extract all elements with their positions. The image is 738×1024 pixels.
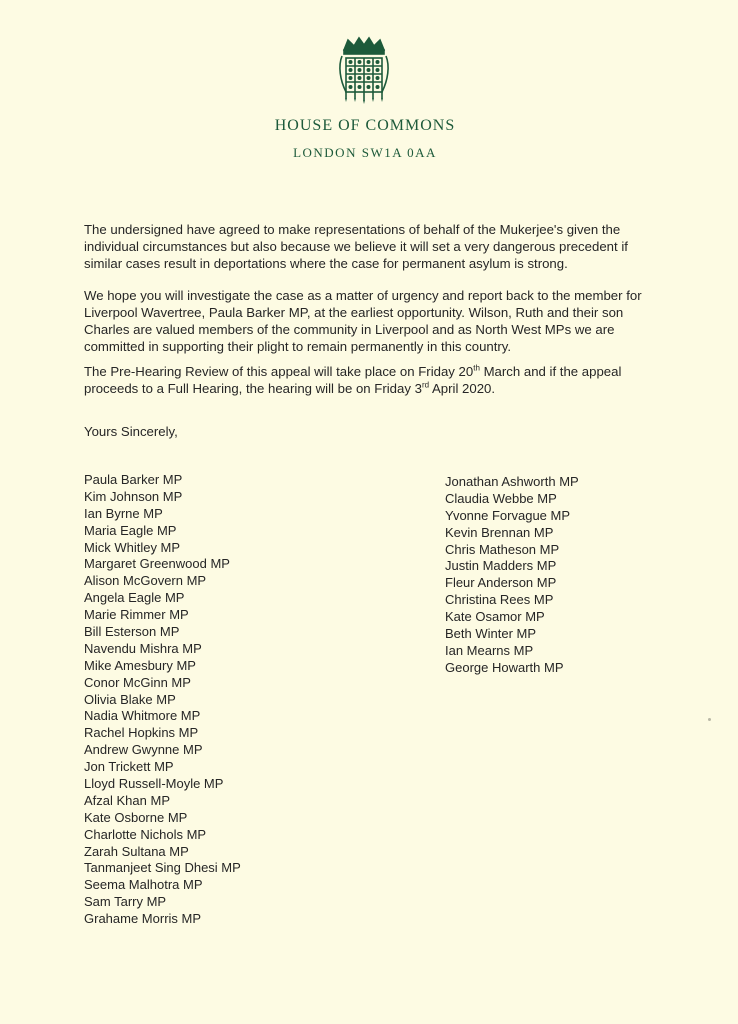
signatory-name: Charlotte Nichols MP [84, 826, 207, 842]
signatory-name: Kim Johnson MP [84, 488, 183, 504]
signatory-name: Navendu Mishra MP [84, 640, 202, 656]
hearing-text-2: March and if the appeal proceeds to a Full Hearing, the hearing will be on Friday 3 [84, 364, 622, 397]
signatory-name: Bill Esterson MP [84, 624, 180, 640]
signatory-name: Mick Whitley MP [84, 539, 181, 555]
signatory-name: Justin Madders MP [445, 558, 557, 574]
paper-speck [708, 718, 711, 721]
signatory-name: Rachel Hopkins MP [84, 725, 199, 741]
signatory-name: Lloyd Russell-Moyle MP [84, 776, 224, 792]
signatory-name: Jon Trickett MP [84, 759, 174, 775]
paragraph-urgency: We hope you will investigate the case as a matter of urgency and report back to the member for Liverpool Wavertree, Paula Barker MP, at the earliest opportunity. Wilson, Ruth and their son Charles are valued members of the community in Liverpool and as North West MPs we are committed in supporting their plight to remain permanently in this country. [84, 288, 642, 355]
signatory-name: Grahame Morris MP [84, 911, 202, 927]
ordinal-suffix-2: rd [421, 380, 430, 390]
hearing-text-3: April 2020. [429, 381, 496, 397]
signatory-name: Ian Mearns MP [445, 642, 534, 658]
signatory-name: Olivia Blake MP [84, 691, 176, 707]
signatory-name: Sam Tarry MP [84, 894, 167, 910]
signatory-name: Marie Rimmer MP [84, 607, 189, 623]
signatory-name: Chris Matheson MP [445, 541, 560, 557]
signatory-name: Paula Barker MP [84, 472, 183, 487]
signatory-name: Zarah Sultana MP [84, 843, 189, 859]
signatory-name: Yvonne Forvague MP [445, 507, 571, 523]
signatory-name: Mike Amesbury MP [84, 657, 196, 673]
signatory-name: Tanmanjeet Sing Dhesi MP [84, 860, 241, 876]
signatory-name: Maria Eagle MP [84, 522, 177, 538]
signatory-name: Angela Eagle MP [84, 590, 185, 606]
signatory-name: Margaret Greenwood MP [84, 556, 230, 572]
paragraph-hearing-dates [84, 363, 644, 397]
hearing-text-1: The Pre-Hearing Review of this appeal will take place on Friday 20 [84, 364, 474, 380]
signatory-name: Alison McGovern MP [84, 573, 207, 589]
portcullis-crown-icon [336, 36, 392, 104]
signatory-name: Kate Osamor MP [445, 609, 545, 625]
signatory-name: Conor McGinn MP [84, 674, 191, 690]
signatory-name: Kevin Brennan MP [445, 524, 554, 540]
signatories-left-column [84, 472, 241, 928]
signatory-name: Seema Malhotra MP [84, 877, 203, 893]
signatory-name: Andrew Gwynne MP [84, 742, 203, 758]
paragraph-representations: The undersigned have agreed to make representations of behalf of the Mukerjee's given the individual circumstances but also because we believe it will set a very dangerous precedent if similar cases result in deportations where the case for permanent asylum is strong. [84, 222, 628, 272]
signatory-name: Fleur Anderson MP [445, 575, 557, 591]
organisation-name: HOUSE OF COMMONS [274, 117, 456, 134]
signatory-name: Jonathan Ashworth MP [445, 474, 579, 489]
signatory-name: Kate Osborne MP [84, 809, 188, 825]
ordinal-suffix-1: th [473, 363, 480, 373]
signatory-name: Afzal Khan MP [84, 792, 170, 808]
signatory-name: Beth Winter MP [445, 626, 537, 642]
signatory-name: Ian Byrne MP [84, 505, 163, 521]
signatory-name: Claudia Webbe MP [445, 490, 557, 506]
signatories-right-column [445, 474, 579, 677]
signatory-name: Christina Rees MP [445, 592, 554, 608]
organisation-address: LONDON SW1A 0AA [293, 145, 437, 160]
signatory-name: George Howarth MP [445, 659, 564, 675]
signatory-name: Nadia Whitmore MP [84, 708, 201, 724]
closing-salutation: Yours Sincerely, [84, 424, 178, 439]
